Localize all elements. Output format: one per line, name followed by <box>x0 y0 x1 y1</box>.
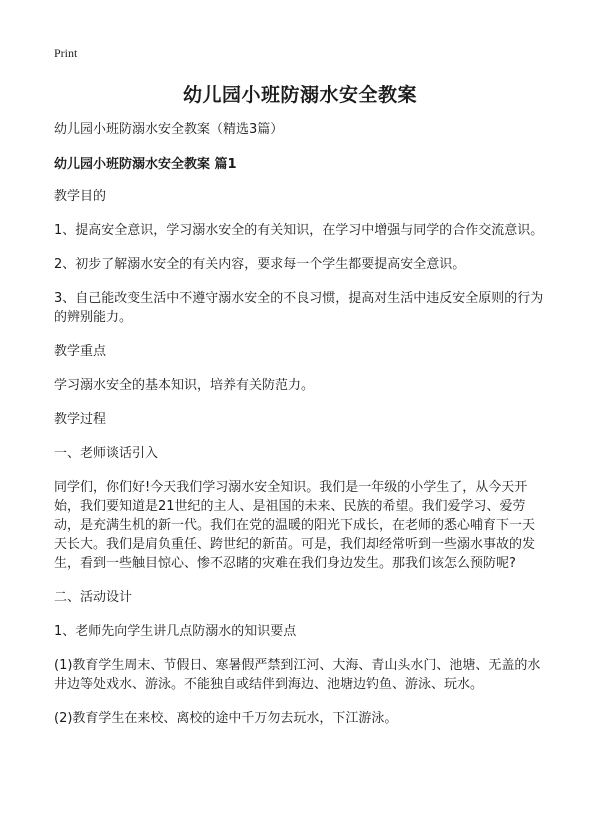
paragraph-goal-3: 3、自己能改变生活中不遵守溺水安全的不良习惯，提高对生活中违反安全原则的行为的辨别能力。 <box>54 291 544 325</box>
document-subtitle: 幼儿园小班防溺水安全教案（精选3篇） <box>54 122 284 137</box>
page-title: 幼儿园小班防溺水安全教案 <box>182 84 417 106</box>
document-body <box>54 120 546 743</box>
paragraph-goal-1: 1、提高安全意识，学习溺水安全的有关知识，在学习中增强与同学的合作交流意识。 <box>54 223 544 238</box>
heading-teaching-process: 教学过程 <box>54 412 107 427</box>
paragraph-rule-2: (2)教育学生在来校、离校的途中千万勿去玩水，下江游泳。 <box>54 711 398 726</box>
heading-teaching-purpose: 教学目的 <box>54 189 107 204</box>
heading-part-one: 一、老师谈话引入 <box>54 446 159 461</box>
paragraph-activity-1: 1、老师先向学生讲几点防溺水的知识要点 <box>54 624 297 639</box>
paragraph-intro-talk: 同学们，你们好!今天我们学习溺水安全知识。我们是一年级的小学生了，从今天开始，我们要知道是21世纪的主人、是祖国的未来、民族的希望。我们爱学习、爱劳动，是充满生机的新一代。我们在党的温暖的阳光下成长，在老师的悉心哺育下一天天长大。我们是肩负重任、跨世纪的新苗。可是，我们却经常听到一些溺水事故的发生，看到一些触目惊心、惨不忍睹的灾难在我们身边发生。那我们该怎么预防呢? <box>54 480 536 571</box>
print-link[interactable]: Print <box>54 46 78 60</box>
heading-part-two: 二、活动设计 <box>54 590 133 605</box>
paragraph-rule-1: (1)教育学生周末、节假日、寒暑假严禁到江河、大海、青山头水门、池塘、无盖的水井边等处戏水、游泳。不能独自或结伴到海边、池塘边钓鱼、游泳、玩水。 <box>54 658 541 692</box>
section-title: 幼儿园小班防溺水安全教案 篇1 <box>54 157 237 172</box>
heading-teaching-focus: 教学重点 <box>54 344 107 359</box>
paragraph-focus: 学习溺水安全的基本知识，培养有关防范力。 <box>54 378 315 393</box>
paragraph-goal-2: 2、初步了解溺水安全的有关内容，要求每一个学生都要提高安全意识。 <box>54 257 466 272</box>
